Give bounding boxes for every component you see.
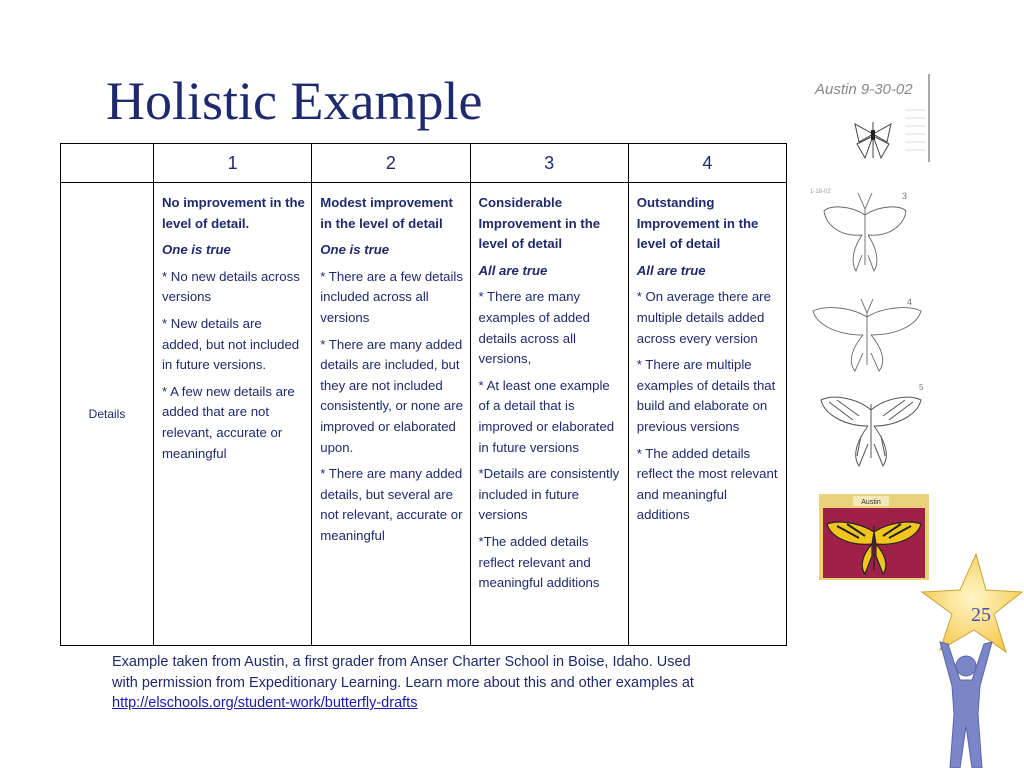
cell-heading: Modest improvement in the level of detail — [320, 195, 453, 231]
butterfly-drafts — [805, 70, 935, 590]
cell-condition: All are true — [478, 262, 548, 278]
final-draft-label: Austin — [861, 499, 881, 506]
cell-item: * On average there are multiple details added across every version — [636, 289, 771, 346]
cell-item: * New details are added, but not included in future versions. — [162, 315, 300, 373]
row-label-details: Details — [61, 183, 154, 646]
cell-heading: No improvement in the level of detail. — [162, 195, 305, 231]
cell-item: *Details are consistently included in future versions — [478, 466, 620, 523]
cell-item: * There are many examples of added details across all versions, — [478, 289, 590, 367]
draft-1-label: Austin 9-30-02 — [815, 81, 913, 98]
rubric-cell-1 — [154, 183, 312, 646]
draft-4-mark: 5 — [919, 383, 924, 392]
slide-title: Holistic Example — [106, 71, 483, 131]
rubric-table — [60, 143, 787, 646]
butterfly-draft-3 — [807, 295, 927, 375]
rubric-cell-2 — [312, 183, 470, 646]
butterfly-drafts-link[interactable]: http://elschools.org/student-work/butterfly-drafts — [112, 695, 418, 711]
draft-2-mark: 3 — [902, 191, 908, 201]
cell-condition: One is true — [162, 242, 231, 258]
rubric-details-row — [61, 183, 787, 646]
header-cell-4: 4 — [628, 144, 786, 183]
header-cell-empty — [61, 144, 154, 183]
draft-3-mark: 4 — [907, 297, 913, 307]
header-cell-3: 3 — [470, 144, 628, 183]
cell-heading: Outstanding Improvement in the level of detail — [636, 195, 759, 252]
cell-item: * There are many added details are included, but they are not included consistently, or none are improved or elaborated upon. — [320, 336, 463, 455]
cell-item: * No new details across versions — [162, 268, 300, 305]
cell-item: * At least one example of a detail that is improved or elaborated in future versions — [478, 377, 615, 455]
rubric-cell-3 — [470, 183, 628, 646]
cell-condition: All are true — [636, 262, 706, 278]
cell-item: * There are many added details, but several are not relevant, accurate or meaningful — [320, 466, 463, 543]
cell-item: * There are a few details included across all versions — [320, 268, 463, 325]
draft-2-date: 1-18-02 — [810, 189, 831, 195]
cell-item: * There are multiple examples of details that build and elaborate on previous versions — [636, 357, 776, 434]
cell-item: * A few new details are added that are not relevant, accurate or meaningful — [162, 383, 295, 461]
rubric-cell-4 — [628, 183, 786, 646]
butterfly-final-draft — [819, 494, 929, 580]
cell-item: * The added details reflect the most relevant and meaningful additions — [636, 445, 778, 523]
source-footnote — [112, 652, 712, 714]
footnote-text: Example taken from Austin, a first grader from Anser Charter School in Boise, Idaho. Used with permission from Expeditionary Learning. Learn more about this and other examples at — [112, 654, 694, 691]
cell-heading: Considerable Improvement in the level of detail — [478, 195, 601, 252]
slide-number: 25 — [971, 604, 991, 626]
cell-item: *The added details reflect relevant and meaningful additions — [478, 533, 600, 591]
butterfly-draft-2 — [810, 185, 920, 277]
person-figure-icon — [934, 640, 998, 768]
header-cell-2: 2 — [312, 144, 470, 183]
butterfly-draft-4 — [813, 380, 933, 470]
butterfly-draft-1 — [813, 72, 937, 164]
header-cell-1: 1 — [154, 144, 312, 183]
rubric-header-row — [61, 144, 787, 183]
cell-condition: One is true — [320, 242, 390, 258]
